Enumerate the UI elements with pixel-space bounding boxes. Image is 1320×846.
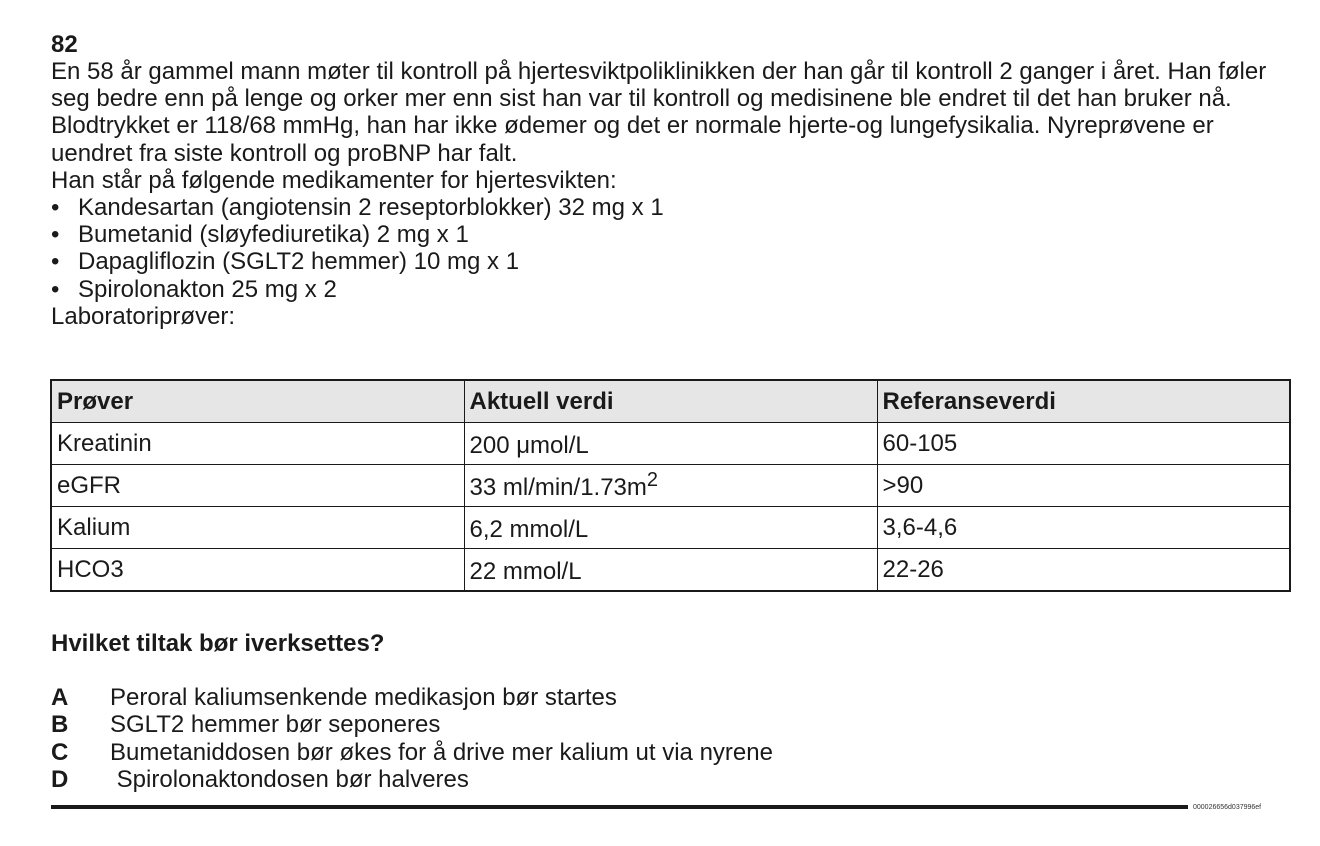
value-superscript: 2 xyxy=(646,469,659,491)
reference-cell: 3,6-4,6 xyxy=(877,507,1290,549)
option-text: Peroral kaliumsenkende medikasjon bør startes xyxy=(110,684,617,711)
table-header-row xyxy=(51,380,1290,423)
value-text: 200 μmol/L xyxy=(469,432,589,459)
bullet-icon: • xyxy=(51,221,60,249)
answer-option-b[interactable] xyxy=(51,711,773,738)
option-letter: B xyxy=(51,711,69,739)
option-text: SGLT2 hemmer bør seponeres xyxy=(110,711,441,739)
medication-item xyxy=(51,194,1281,221)
value-cell xyxy=(464,423,877,465)
bullet-icon: • xyxy=(51,194,60,222)
test-name-cell: Kalium xyxy=(51,507,464,549)
medication-text: Bumetanid (sløyfediuretika) 2 mg x 1 xyxy=(78,221,469,249)
reference-cell: >90 xyxy=(877,465,1290,507)
medication-item xyxy=(51,248,1281,275)
option-text: Bumetaniddosen bør økes for å drive mer kalium ut via nyrene xyxy=(110,738,773,766)
question-prompt: Hvilket tiltak bør iverksettes? xyxy=(51,630,385,657)
lab-results-table xyxy=(50,379,1291,592)
value-cell xyxy=(464,465,877,507)
answer-option-a[interactable] xyxy=(51,684,773,711)
footer-divider xyxy=(51,805,1188,809)
reference-cell: 22-26 xyxy=(877,549,1290,592)
medication-item xyxy=(51,276,1281,303)
answer-option-c[interactable] xyxy=(51,739,773,766)
medication-intro: Han står på følgende medikamenter for hjertesvikten: xyxy=(51,166,617,194)
test-name-cell: Kreatinin xyxy=(51,423,464,465)
bullet-icon: • xyxy=(51,275,60,303)
bullet-icon: • xyxy=(51,248,60,276)
column-header-reference: Referanseverdi xyxy=(877,380,1290,423)
footer-code: 000026656d037996ef xyxy=(1193,804,1262,811)
answer-option-d[interactable] xyxy=(51,766,773,793)
answer-options xyxy=(51,684,773,793)
value-text: 6,2 mmol/L xyxy=(469,516,589,543)
reference-cell: 60-105 xyxy=(877,423,1290,465)
medication-text: Spirolonakton 25 mg x 2 xyxy=(78,275,337,303)
table-row xyxy=(51,465,1290,507)
medication-list xyxy=(51,194,1281,303)
table-row xyxy=(51,507,1290,549)
medication-text: Dapagliflozin (SGLT2 hemmer) 10 mg x 1 xyxy=(78,248,520,276)
table-row xyxy=(51,549,1290,592)
medication-item xyxy=(51,221,1281,248)
test-name-cell: HCO3 xyxy=(51,549,464,592)
test-name-cell: eGFR xyxy=(51,465,464,507)
table-row xyxy=(51,423,1290,465)
value-cell xyxy=(464,507,877,549)
option-letter: A xyxy=(51,684,69,711)
question-stem xyxy=(51,58,1281,330)
medication-text: Kandesartan (angiotensin 2 reseptorblokker) 32 mg x 1 xyxy=(78,194,664,222)
value-cell xyxy=(464,549,877,592)
column-header-test: Prøver xyxy=(51,380,464,423)
option-text: Spirolonaktondosen bør halveres xyxy=(110,765,469,793)
option-letter: C xyxy=(51,738,69,766)
question-number: 82 xyxy=(51,31,78,58)
value-text: 33 ml/min/1.73m xyxy=(469,474,647,501)
option-letter: D xyxy=(51,765,69,793)
lab-intro: Laboratoriprøver: xyxy=(51,302,236,330)
column-header-value: Aktuell verdi xyxy=(464,380,877,423)
case-description: En 58 år gammel mann møter til kontroll på hjertesviktpoliklinikken der han går til kontroll 2 ganger i året. Han føler seg bedre enn på lenge og orker mer enn sist han var til kontroll og medisinene ble endret til det han bruker nå. Blodtrykket er 118/68 mmHg, han har ikke ødemer og det er normale hjerte-og lungefysikalia. Nyreprøvene er uendret fra siste kontroll og proBNP har falt. xyxy=(51,58,1267,167)
value-text: 22 mmol/L xyxy=(469,558,582,585)
